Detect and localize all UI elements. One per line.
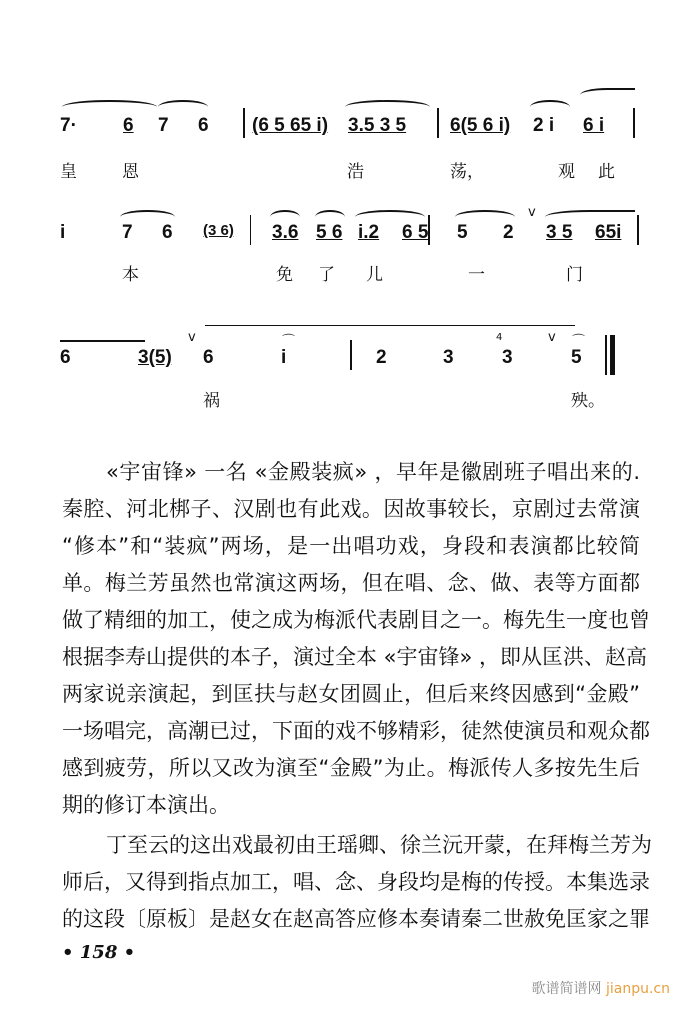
text-line: 根据李寿山提供的本子，演过全本 «宇宙锋» ，即从匡洪、赵高 [62,645,648,669]
bar-line [350,340,352,370]
bar-line [437,108,439,138]
lyric: 本 [122,265,139,285]
note-group: 2 i [533,115,555,136]
text-line: 秦腔、河北梆子、汉剧也有此戏。因故事较长，京剧过去常演 [62,497,640,521]
lyric: 祸 [203,391,220,411]
text-line: 丁至云的这出戏最初由王瑶卿、徐兰沅开蒙，在拜梅兰芳为 [106,833,652,857]
lyric: 门 [566,265,583,285]
note-group: 5 6 [316,222,343,243]
note: 6 [123,115,134,136]
breath-mark: v [188,330,196,345]
note-group: 6(5 6 i) [450,115,511,136]
breath-mark: v [528,205,536,220]
text-line: 的这段〔原板〕是赵女在赵高答应修本奏请秦二世赦免匡家之罪 [62,907,650,931]
note: 5 [457,222,468,243]
breath-mark: v [548,330,556,345]
lyric: 了 [318,265,335,285]
text-line: «宇宙锋» 一名 «金殿装疯» ，早年是徽剧班子唱出来的. [106,460,640,484]
text-line: 一场唱完，高潮已过，下面的戏不够精彩，徒然使演员和观众都 [62,719,650,743]
note: 2 [376,347,387,368]
lyric: 恩 [122,162,139,182]
text-line: 两家说亲演起，到匡扶与赵女团圆止，但后来终因感到“金殿” [62,682,640,706]
lyric: 一 [468,265,485,285]
text-line: 师后，又得到指点加工，唱、念、身段均是梅的传授。本集选录 [62,870,650,894]
note: 3 [443,347,454,368]
lyric: 此 [598,162,615,182]
note: 6 [203,347,214,368]
page-number: • 158 • [62,942,136,963]
note: 6 [162,222,173,243]
lyric: 观 [558,162,575,182]
note: i [60,222,66,243]
grace-note: 4 [496,332,503,343]
note-group: i.2 [358,222,380,243]
lyric: 儿 [366,265,383,285]
bar-line [250,215,251,245]
lyric: 荡， [450,162,484,182]
note: 6 [60,347,71,368]
watermark-cn: 歌谱简谱网 [531,981,602,997]
note: 7 [122,222,133,243]
lyric: 殃。 [571,391,605,411]
lyric: 免 [276,265,293,285]
watermark [532,978,670,998]
text-line: 感到疲劳，所以又改为演至“金殿”为止。梅派传人多按先生后 [62,756,640,780]
note: 7 [158,115,169,136]
bar-line [428,215,430,245]
fermata-icon: ⌒ [572,334,586,349]
note: 3 [502,347,513,368]
note-group: (6 5 65 i) [252,115,329,136]
note-group: 3.5 3 5 [348,115,407,136]
text-line: 做了精细的加工，使之成为梅派代表剧目之一。梅先生一度也曾 [62,608,650,632]
note-group: 3(5) [138,347,172,368]
note: 6 [198,115,209,136]
text-line: 期的修订本演出。 [62,793,230,817]
text-line: “修本”和“装疯”两场，是一出唱功戏，身段和表演都比较简 [62,534,640,558]
bar-line [637,215,639,245]
note-group: 6 5 [402,222,429,243]
bar-line [243,108,245,138]
note-group: 65i [595,222,622,243]
note-group: 3 5 [546,222,573,243]
note: 5 [571,347,582,368]
text-line: 单。梅兰芳虽然也常演这两场，但在唱、念、做、表等方面都 [62,571,640,595]
fermata-icon: ⌒ [282,334,296,349]
note: 2 [503,222,514,243]
watermark-en: jianpu.cn [605,981,670,997]
final-bar-line [610,335,615,375]
final-bar-line [605,335,607,375]
note-group: 6 i [583,115,605,136]
note-group: 3.6 [272,222,299,243]
bar-line [633,108,635,138]
lyric: 皇 [60,162,77,182]
note: i [281,347,287,368]
note-group: (3 6) [203,222,234,239]
note: 7· [60,115,77,136]
lyric: 浩 [347,162,364,182]
